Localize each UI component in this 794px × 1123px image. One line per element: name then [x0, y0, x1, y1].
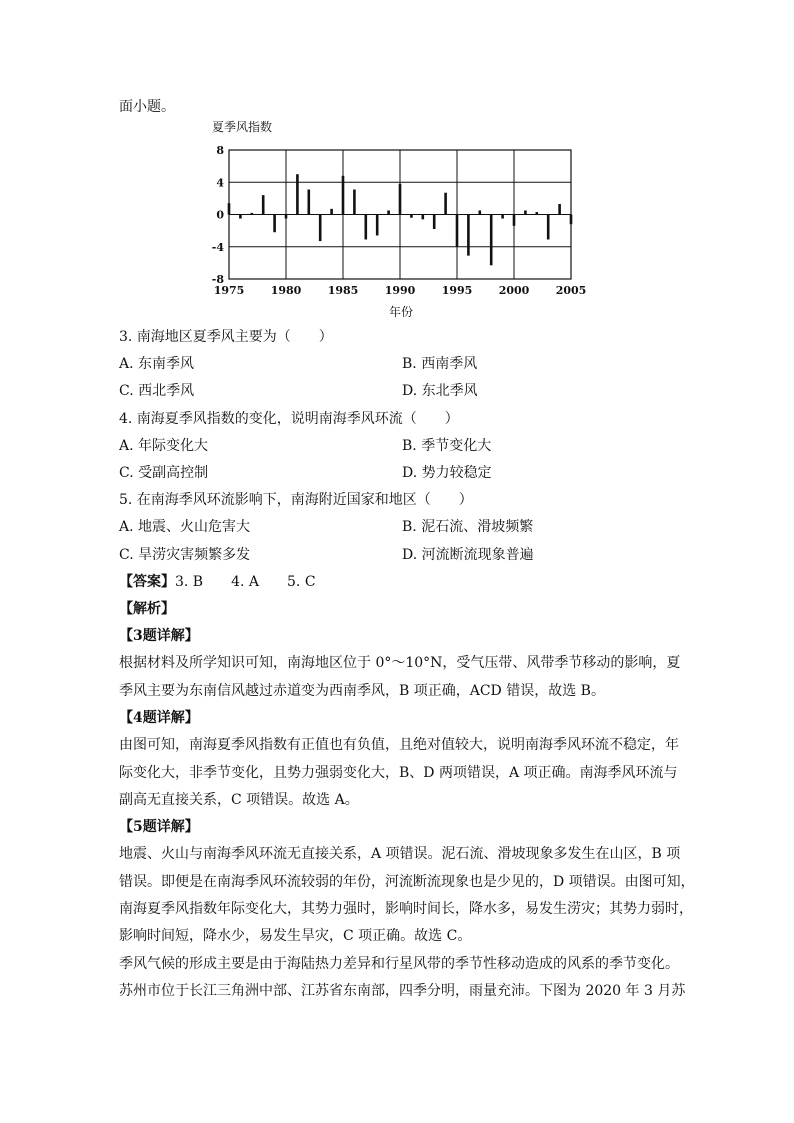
chart-x-axis-label: 年份	[388, 305, 414, 319]
bar-1983	[319, 215, 322, 242]
detail-4-heading: 【4题详解】	[119, 710, 199, 726]
bar-2001	[524, 210, 527, 214]
bar-1979	[273, 215, 276, 233]
chart-x-tick-labels	[214, 284, 587, 297]
question-5-option-c[interactable]: C. 旱涝灾害频繁多发	[119, 547, 251, 563]
intro-tail-text: 面小题。	[119, 99, 175, 115]
bar-1987	[365, 215, 368, 240]
detail-5-heading: 【5题详解】	[119, 819, 199, 835]
bar-1982	[308, 190, 311, 215]
x-tick-label: 1975	[213, 284, 245, 297]
bar-1984	[330, 209, 333, 215]
bar-2002	[536, 212, 539, 214]
detail-4-line-2: 际变化大，非季节变化，且势力强弱变化大，B、D 两项错误，A 项正确。南海季风环流与	[119, 765, 678, 781]
chart-y-tick-labels	[212, 144, 225, 286]
question-4-option-a[interactable]: A. 年际变化大	[119, 438, 209, 454]
chart-svg	[200, 118, 600, 323]
detail-5-line-3: 南海夏季风指数年际变化大，其势力强时，影响时间长，降水多，易发生涝灾；其势力弱时，	[119, 901, 693, 917]
bar-1995	[456, 215, 459, 247]
question-5-option-d[interactable]: D. 河流断流现象普遍	[402, 547, 534, 563]
bar-2004	[558, 204, 561, 214]
question-4-option-b[interactable]: B. 季节变化大	[402, 438, 492, 454]
bar-1980	[285, 215, 288, 219]
answer-line	[119, 572, 316, 592]
question-4-option-d[interactable]: D. 势力较稳定	[402, 465, 492, 481]
question-3-option-b[interactable]: B. 西南季风	[402, 356, 478, 372]
bar-1996	[467, 215, 470, 256]
detail-3-heading: 【3题详解】	[119, 628, 199, 644]
bar-1976	[239, 215, 242, 219]
question-3-option-c[interactable]: C. 西北季风	[119, 383, 195, 399]
y-tick-label: 8	[216, 144, 224, 157]
x-tick-label: 1980	[270, 284, 302, 297]
bar-1997	[479, 210, 482, 214]
question-4-stem: 4. 南海夏季风指数的变化，说明南海季风环流（ ）	[119, 411, 459, 427]
x-tick-label: 1995	[441, 284, 473, 297]
x-tick-label: 1985	[327, 284, 359, 297]
bar-1998	[490, 215, 493, 266]
bar-1993	[433, 215, 436, 230]
closing-line-1: 季风气候的形成主要是由于海陆热力差异和行星风带的季节性移动造成的风系的季节变化。	[119, 956, 679, 972]
question-3-stem: 3. 南海地区夏季风主要为（ ）	[119, 329, 333, 345]
y-tick-label: -4	[211, 240, 224, 254]
x-tick-label: 2000	[498, 284, 530, 297]
bar-1990	[399, 184, 402, 215]
bar-2005	[570, 215, 573, 225]
question-3-option-d[interactable]: D. 东北季风	[402, 383, 478, 399]
detail-4-line-1: 由图可知，南海夏季风指数有正值也有负值，且绝对值较大，说明南海季风环流不稳定，年	[119, 737, 679, 753]
y-tick-label: 0	[216, 208, 224, 222]
answer-label: 【答案】	[119, 574, 175, 590]
bar-2000	[513, 215, 516, 226]
question-4-option-c[interactable]: C. 受副高控制	[119, 465, 209, 481]
detail-3-line-1: 根据材料及所学知识可知，南海地区位于 0°～10°N，受气压带、风带季节移动的影响，夏	[119, 655, 681, 671]
bar-1978	[262, 195, 265, 214]
question-5-option-b[interactable]: B. 泥石流、滑坡频繁	[402, 519, 534, 535]
bar-1988	[376, 215, 379, 236]
closing-line-2: 苏州市位于长江三角洲中部、江苏省东南部，四季分明，雨量充沛。下图为 2020 年 3 月苏	[119, 983, 686, 999]
y-tick-label: -8	[211, 273, 224, 286]
detail-4-line-3: 副高无直接关系，C 项错误。故选 A。	[119, 792, 359, 808]
bar-1985	[342, 176, 345, 215]
x-tick-label: 1990	[384, 284, 416, 297]
detail-3-line-2: 季风主要为东南信风越过赤道变为西南季风，B 项正确，ACD 错误，故选 B。	[119, 683, 605, 699]
bar-1994	[444, 193, 447, 215]
y-tick-label: 4	[216, 176, 224, 190]
detail-5-line-2: 错误。即便是在南海季风环流较弱的年份，河流断流现象也是少见的，D 项错误。由图可知，	[119, 874, 695, 890]
chart-title: 夏季风指数	[212, 120, 273, 134]
bar-1989	[387, 210, 390, 214]
bar-1981	[296, 174, 299, 214]
answer-values: 3. B 4. A 5. C	[175, 574, 316, 590]
bar-1999	[501, 215, 504, 219]
x-tick-label: 2005	[555, 284, 587, 297]
detail-5-line-1: 地震、火山与南海季风环流无直接关系，A 项错误。泥石流、滑坡现象多发生在山区，B 项	[119, 846, 681, 862]
summer-monsoon-index-chart	[200, 118, 600, 323]
analysis-label: 【解析】	[119, 601, 175, 617]
bar-2003	[547, 215, 550, 240]
question-3-option-a[interactable]: A. 东南季风	[119, 356, 195, 372]
bar-1992	[422, 215, 425, 220]
bar-1977	[251, 213, 254, 215]
question-5-option-a[interactable]: A. 地震、火山危害大	[119, 519, 251, 535]
question-5-stem: 5. 在南海季风环流影响下，南海附近国家和地区（ ）	[119, 492, 473, 508]
bar-1991	[410, 215, 413, 218]
bar-1986	[353, 190, 356, 215]
bar-1975	[228, 203, 231, 214]
detail-5-line-4: 影响时间短，降水少，易发生旱灾，C 项正确。故选 C。	[119, 928, 472, 944]
